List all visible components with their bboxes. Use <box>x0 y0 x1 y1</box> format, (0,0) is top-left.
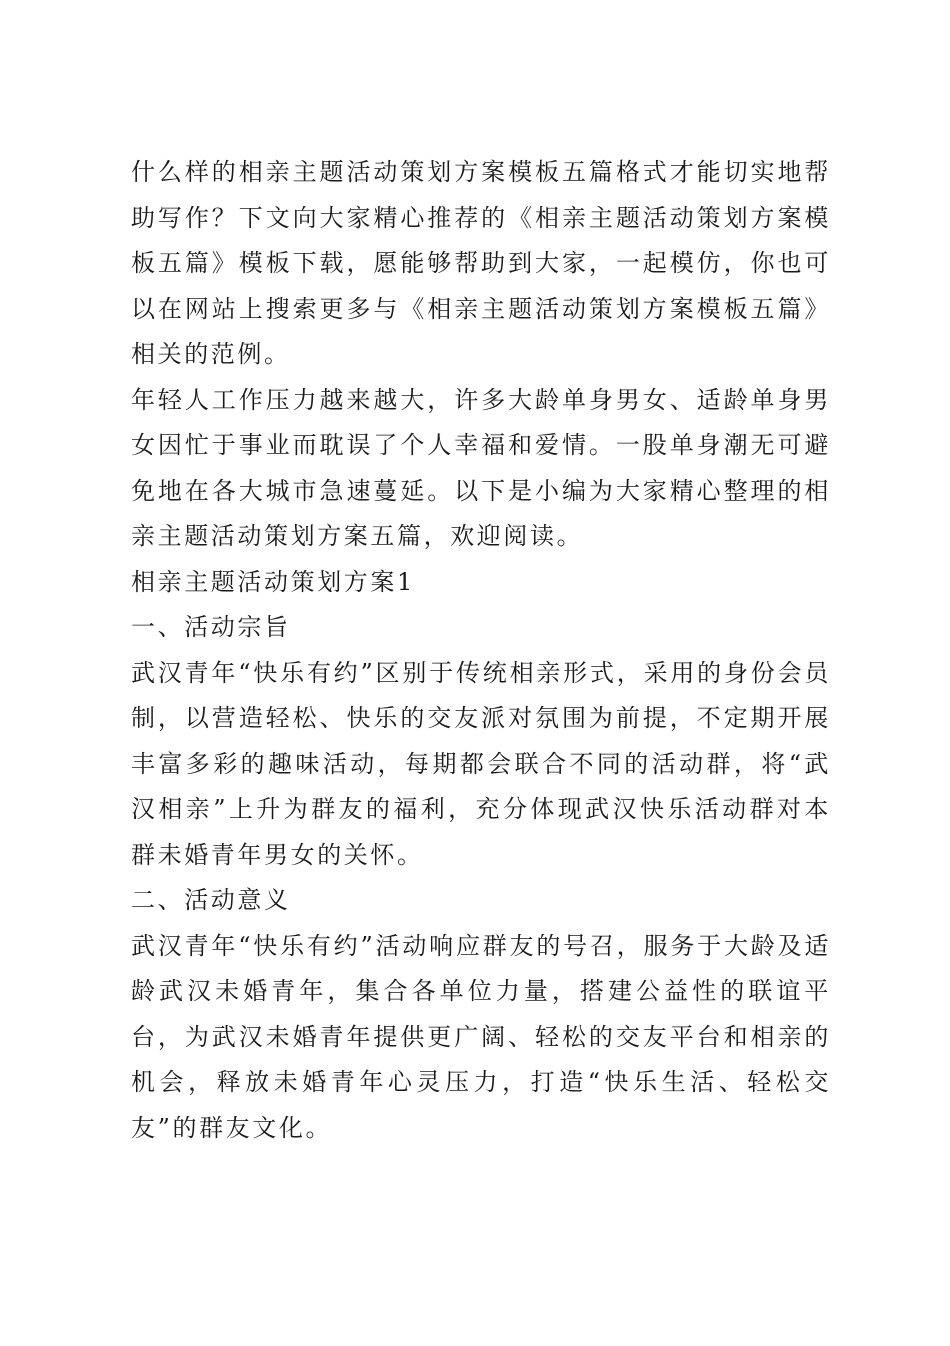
section-heading-significance: 二、活动意义 <box>131 886 291 914</box>
section-body-purpose: 武汉青年“快乐有约”区别于传统相亲形式，采用的身份会员制，以营造轻松、快乐的交友派对氛围为前提，不定期开展丰富多彩的趣味活动，每期都会联合不同的活动群，将“武汉相亲”上升为群友的福利，充分体现武汉快乐活动群对本群未婚青年男女的关怀。 <box>131 658 831 869</box>
section-body-significance: 武汉青年“快乐有约”活动响应群友的号召，服务于大龄及适龄武汉未婚青年，集合各单位力量，搭建公益性的联谊平台，为武汉未婚青年提供更广阔、轻松的交友平台和相亲的机会，释放未婚青年心灵压力，打造“快乐生活、轻松交友”的群友文化。 <box>131 931 831 1142</box>
intro-paragraph: 什么样的相亲主题活动策划方案模板五篇格式才能切实地帮助写作？下文向大家精心推荐的《相亲主题活动策划方案模板五篇》模板下载，愿能够帮助到大家，一起模仿，你也可以在网站上搜索更多与《相亲主题活动策划方案模板五篇》相关的范例。 <box>131 158 831 368</box>
section-heading-purpose: 一、活动宗旨 <box>131 613 291 641</box>
document-body <box>131 150 831 1151</box>
background-paragraph: 年轻人工作压力越来越大，许多大龄单身男女、适龄单身男女因忙于事业而耽误了个人幸福和爱情。一股单身潮无可避免地在各大城市急速蔓延。以下是小编为大家精心整理的相亲主题活动策划方案五篇，欢迎阅读。 <box>131 385 831 550</box>
plan-title: 相亲主题活动策划方案1 <box>131 567 415 596</box>
